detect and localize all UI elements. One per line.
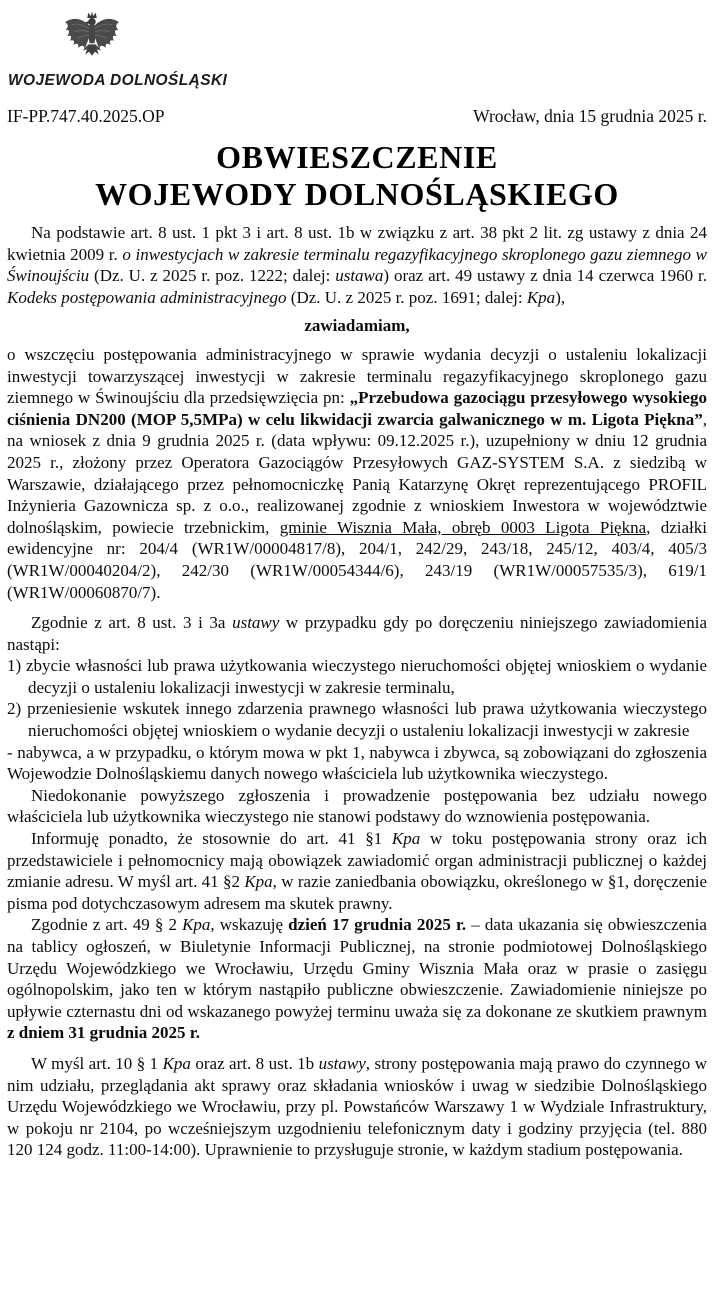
paragraph-obligation — [7, 742, 707, 785]
text-run: ustawy — [318, 1053, 366, 1073]
paragraph-publication-date — [7, 914, 707, 1044]
paragraph-party-rights — [7, 1053, 707, 1161]
text-run: o wszczęciu postępowania administracyjnego w sprawie wydania decyzji o ustaleniu lokalizacji inwestycji towarzyszącej inwestycji w zakresie terminalu regazyfikacyjnego skroplonego gazu ziemnego w Świnoujściu dla przedsięwzięcia pn: — [7, 344, 707, 408]
text-run: Kpa — [182, 915, 211, 935]
text-run: (Dz. U. z 2025 r. poz. 1222; dalej: — [89, 266, 336, 286]
polish-eagle-icon — [62, 10, 122, 68]
authority-name: WOJEWODA DOLNOŚLĄSKI — [8, 72, 228, 89]
document-title — [0, 139, 714, 213]
text-run: z dniem 31 grudnia 2025 r. — [7, 1023, 201, 1043]
text-run: w przypadku gdy po doręczeniu niniejszego zawiadomienia nastąpi: — [7, 613, 707, 654]
text-run: Niedokonanie powyższego zgłoszenia i prowadzenie postępowania bez udziału nowego właściciela lub użytkownika wieczystego nie stanowi podstawy do wznowienia postępowania. — [7, 785, 707, 827]
text-run: ) oraz art. 49 ustawy z dnia 14 czerwca 1960 r. — [383, 266, 707, 286]
text-run: Kpa — [526, 287, 556, 307]
text-run: Zgodnie z art. 8 ust. 3 i 3a — [31, 613, 233, 633]
paragraph-failure-effect — [7, 785, 707, 828]
text-run: - nabywca, a w przypadku, o którym mowa w pkt 1, nabywca i zbywca, są zobowiązani do zgłoszenia Wojewodzie Dolnośląskiemu danych nowego właściciela lub użytkownika wieczystego. — [7, 742, 707, 784]
text-run: , strony postępowania mają prawo do czynnego w nim udziału, przeglądania akt sprawy oraz składania wniosków i uwag w siedzibie Dolnośląskiego Urzędu Wojewódzkiego we Wrocławiu, przy pl. Powstańców Warszawy 1 w Wydziale Infrastruktury, w pokoju nr 2104, po wcześniejszym uzgodnieniu telefonicznym daty i godziny przyjęcia (tel. 880 120 124 godz. 11:00-14:00). Uprawnienie to przysługuje stronie, w każdym stadium postępowania. — [7, 1053, 707, 1160]
reference-number: IF-PP.747.40.2025.OP — [7, 106, 165, 126]
reference-row — [7, 106, 707, 127]
text-run: Kpa — [162, 1053, 191, 1073]
text-run: gminie Wisznia Mała, obręb 0003 Ligota Piękna — [279, 517, 647, 537]
text-run: (Dz. U. z 2025 r. poz. 1691; dalej: — [286, 287, 527, 307]
title-line-2: WOJEWODY DOLNOŚLĄSKIEGO — [95, 176, 619, 212]
text-run: 2) przeniesienie wskutek innego zdarzenia prawnego własności lub prawa użytkowania wieczystego nieruchomości objętej wnioskiem o wydanie decyzji o ustaleniu lokalizacji inwestycji w zakresie — [7, 699, 707, 741]
text-run: Kodeks postępowania administracyjnego — [7, 287, 287, 307]
list-item-2 — [7, 698, 707, 741]
text-run: – data ukazania się obwieszczenia na tablicy ogłoszeń, w Biuletynie Informacji Publicznej, na stronie podmiotowej Dolnośląskiego Urzędu Wojewódzkiego we Wrocławiu, Urzędu Gminy Wisznia Mała oraz w prasie o zasięgu ogólnopolskim, jako ten w którym nastąpiło publiczne obwieszczenie. Zawiadomienie niniejsze po upływie czternastu dni od wskazanego powyżej terminu uważa się za dokonane ze skutkiem prawnym — [7, 915, 707, 1021]
text-run: zawiadamiam, — [304, 316, 410, 336]
document-body — [0, 222, 714, 1161]
text-run: „Przebudowa gazociągu przesyłowego wysokiego ciśnienia DN200 (MOP 5,5MPa) w celu likwidacji zwarcia galwanicznego w m. Ligota Piękna” — [7, 388, 707, 429]
text-run: w toku postępowania strony oraz ich przedstawiciele i pełnomocnicy mają obowiązek zawiadomić organ administracji publicznej o każdej zmianie adresu. W myśl art. 41 §2 — [7, 829, 708, 892]
text-run: ustawy — [232, 613, 280, 633]
list-item-1 — [7, 655, 707, 698]
title-line-1: OBWIESZCZENIE — [216, 139, 498, 175]
text-run: dzień 17 grudnia 2025 r. — [288, 915, 467, 935]
paragraph-legal-basis — [7, 222, 707, 308]
text-run: Na podstawie art. 8 ust. 1 pkt 3 i art. 8 ust. 1b w związku z art. 38 pkt 2 lit. zg ustawy z dnia 24 kwietnia 2009 r. — [7, 223, 707, 264]
text-run: ustawa — [335, 266, 384, 286]
text-run: Informuję ponadto, że stosownie do art. 41 §1 — [31, 829, 392, 849]
text-run: o inwestycjach w zakresie terminalu regazyfikacyjnego skroplonego gazu ziemnego w Świnoujściu — [7, 244, 708, 286]
text-run: Kpa — [244, 872, 273, 892]
text-run: oraz art. 8 ust. 1b — [190, 1053, 319, 1073]
text-run: , działki ewidencyjne nr: 204/4 (WR1W/00004817/8), 204/1, 242/29, 243/18, 245/12, 403/4, 405/3 (WR1W/00040204/2), 242/30 (WR1W/00054344/6), 243/19 (WR1W/00057535/3), 619/1 (WR1W/00060870/7). — [7, 517, 707, 602]
text-run: Kpa — [391, 829, 421, 849]
text-run: 1) zbycie własności lub prawa użytkowania wieczystego nieruchomości objętej wnioskiem o wydanie decyzji o ustaleniu lokalizacji inwestycji w zakresie terminalu, — [7, 656, 707, 697]
paragraph-address-change — [7, 828, 707, 914]
notice-keyword — [7, 315, 707, 337]
text-run: ), — [555, 287, 566, 307]
text-run: , wskazuję — [210, 915, 289, 935]
paragraph-article8-conditions — [7, 612, 707, 655]
text-run: Zgodnie z art. 49 § 2 — [31, 915, 183, 935]
document-header — [0, 0, 714, 222]
text-run: W myśl art. 10 § 1 — [31, 1053, 163, 1073]
text-run: , na wniosek z dnia 9 grudnia 2025 r. (data wpływu: 09.12.2025 r.), uzupełniony w dniu 12 grudnia 2025 r., złożony przez Operatora Gazociągów Przesyłowych GAZ-SYSTEM S.A. z siedzibą w Warszawie, działającego przez pełnomocniczkę Panią Katarzynę Okręt reprezentującego PROFIL Inżynieria Gazownicza sp. z o.o., realizowanej zgodnie z wnioskiem Inwestora w województwie dolnośląskim, powiecie trzebnickim, — [7, 409, 707, 537]
emblem-container — [62, 10, 122, 68]
text-run: , w razie zaniedbania obowiązku, określonego w §1, doręczenie pisma pod dotychczasowym adresem ma skutek prawny. — [7, 872, 707, 913]
place-and-date: Wrocław, dnia 15 grudnia 2025 r. — [473, 106, 707, 126]
paragraph-proceeding-details — [7, 344, 707, 603]
